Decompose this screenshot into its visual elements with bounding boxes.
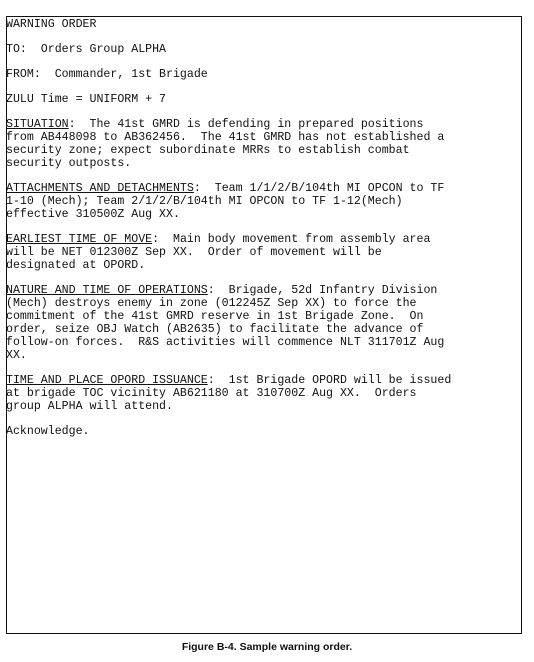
attachments-line: effective 310500Z Aug XX.	[6, 208, 180, 221]
attachments-line: : Team 1/1/2/B/104th MI OPCON to TF	[193, 182, 445, 195]
nature-line: order, seize OBJ Watch (AB2635) to facilitate the advance of	[6, 323, 424, 336]
attachments-paragraph	[6, 182, 512, 221]
order-header: WARNING ORDER	[6, 18, 97, 31]
warning-order-text	[6, 18, 512, 438]
situation-heading: SITUATION	[6, 118, 69, 131]
figure-caption: Figure B-4. Sample warning order.	[181, 641, 353, 653]
acknowledge-line: Acknowledge.	[6, 425, 90, 438]
nature-line: commitment of the 41st GMRD reserve in 1st Brigade Zone. On	[6, 310, 424, 323]
from-line: FROM: Commander, 1st Brigade	[6, 68, 208, 81]
earliest-time-heading: EARLIEST TIME OF MOVE	[6, 233, 153, 246]
opord-heading: TIME AND PLACE OPORD ISSUANCE	[6, 374, 208, 387]
earliest-time-line: : Main body movement from assembly area	[152, 233, 431, 246]
opord-line: at brigade TOC vicinity AB621180 at 310700Z Aug XX. Orders	[6, 387, 417, 400]
opord-line: group ALPHA will attend.	[6, 400, 173, 413]
zulu-time-line: ZULU Time = UNIFORM + 7	[6, 93, 167, 106]
nature-paragraph	[6, 284, 512, 362]
opord-paragraph	[6, 374, 512, 413]
nature-line: follow-on forces. R&S activities will commence NLT 311701Z Aug	[6, 336, 445, 349]
attachments-heading: ATTACHMENTS AND DETACHMENTS	[6, 182, 194, 195]
opord-line: : 1st Brigade OPORD will be issued	[207, 374, 452, 387]
earliest-time-paragraph	[6, 233, 512, 272]
situation-line: security outposts.	[6, 157, 132, 170]
situation-line: : The 41st GMRD is defending in prepared positions	[68, 118, 424, 131]
situation-line: from AB448098 to AB362456. The 41st GMRD has not established a	[6, 131, 445, 144]
nature-heading: NATURE AND TIME OF OPERATIONS	[6, 284, 208, 297]
to-line: TO: Orders Group ALPHA	[6, 43, 167, 56]
situation-paragraph	[6, 118, 512, 170]
nature-line: XX.	[6, 349, 27, 362]
nature-line: : Brigade, 52d Infantry Division	[207, 284, 438, 297]
situation-line: security zone; expect subordinate MRRs to establish combat	[6, 144, 410, 157]
nature-line: (Mech) destroys enemy in zone (012245Z Sep XX) to force the	[6, 297, 417, 310]
attachments-line: 1-10 (Mech); Team 2/1/2/B/104th MI OPCON to TF 1-12(Mech)	[6, 195, 403, 208]
earliest-time-line: designated at OPORD.	[6, 259, 146, 272]
earliest-time-line: will be NET 012300Z Sep XX. Order of movement will be	[6, 246, 382, 259]
